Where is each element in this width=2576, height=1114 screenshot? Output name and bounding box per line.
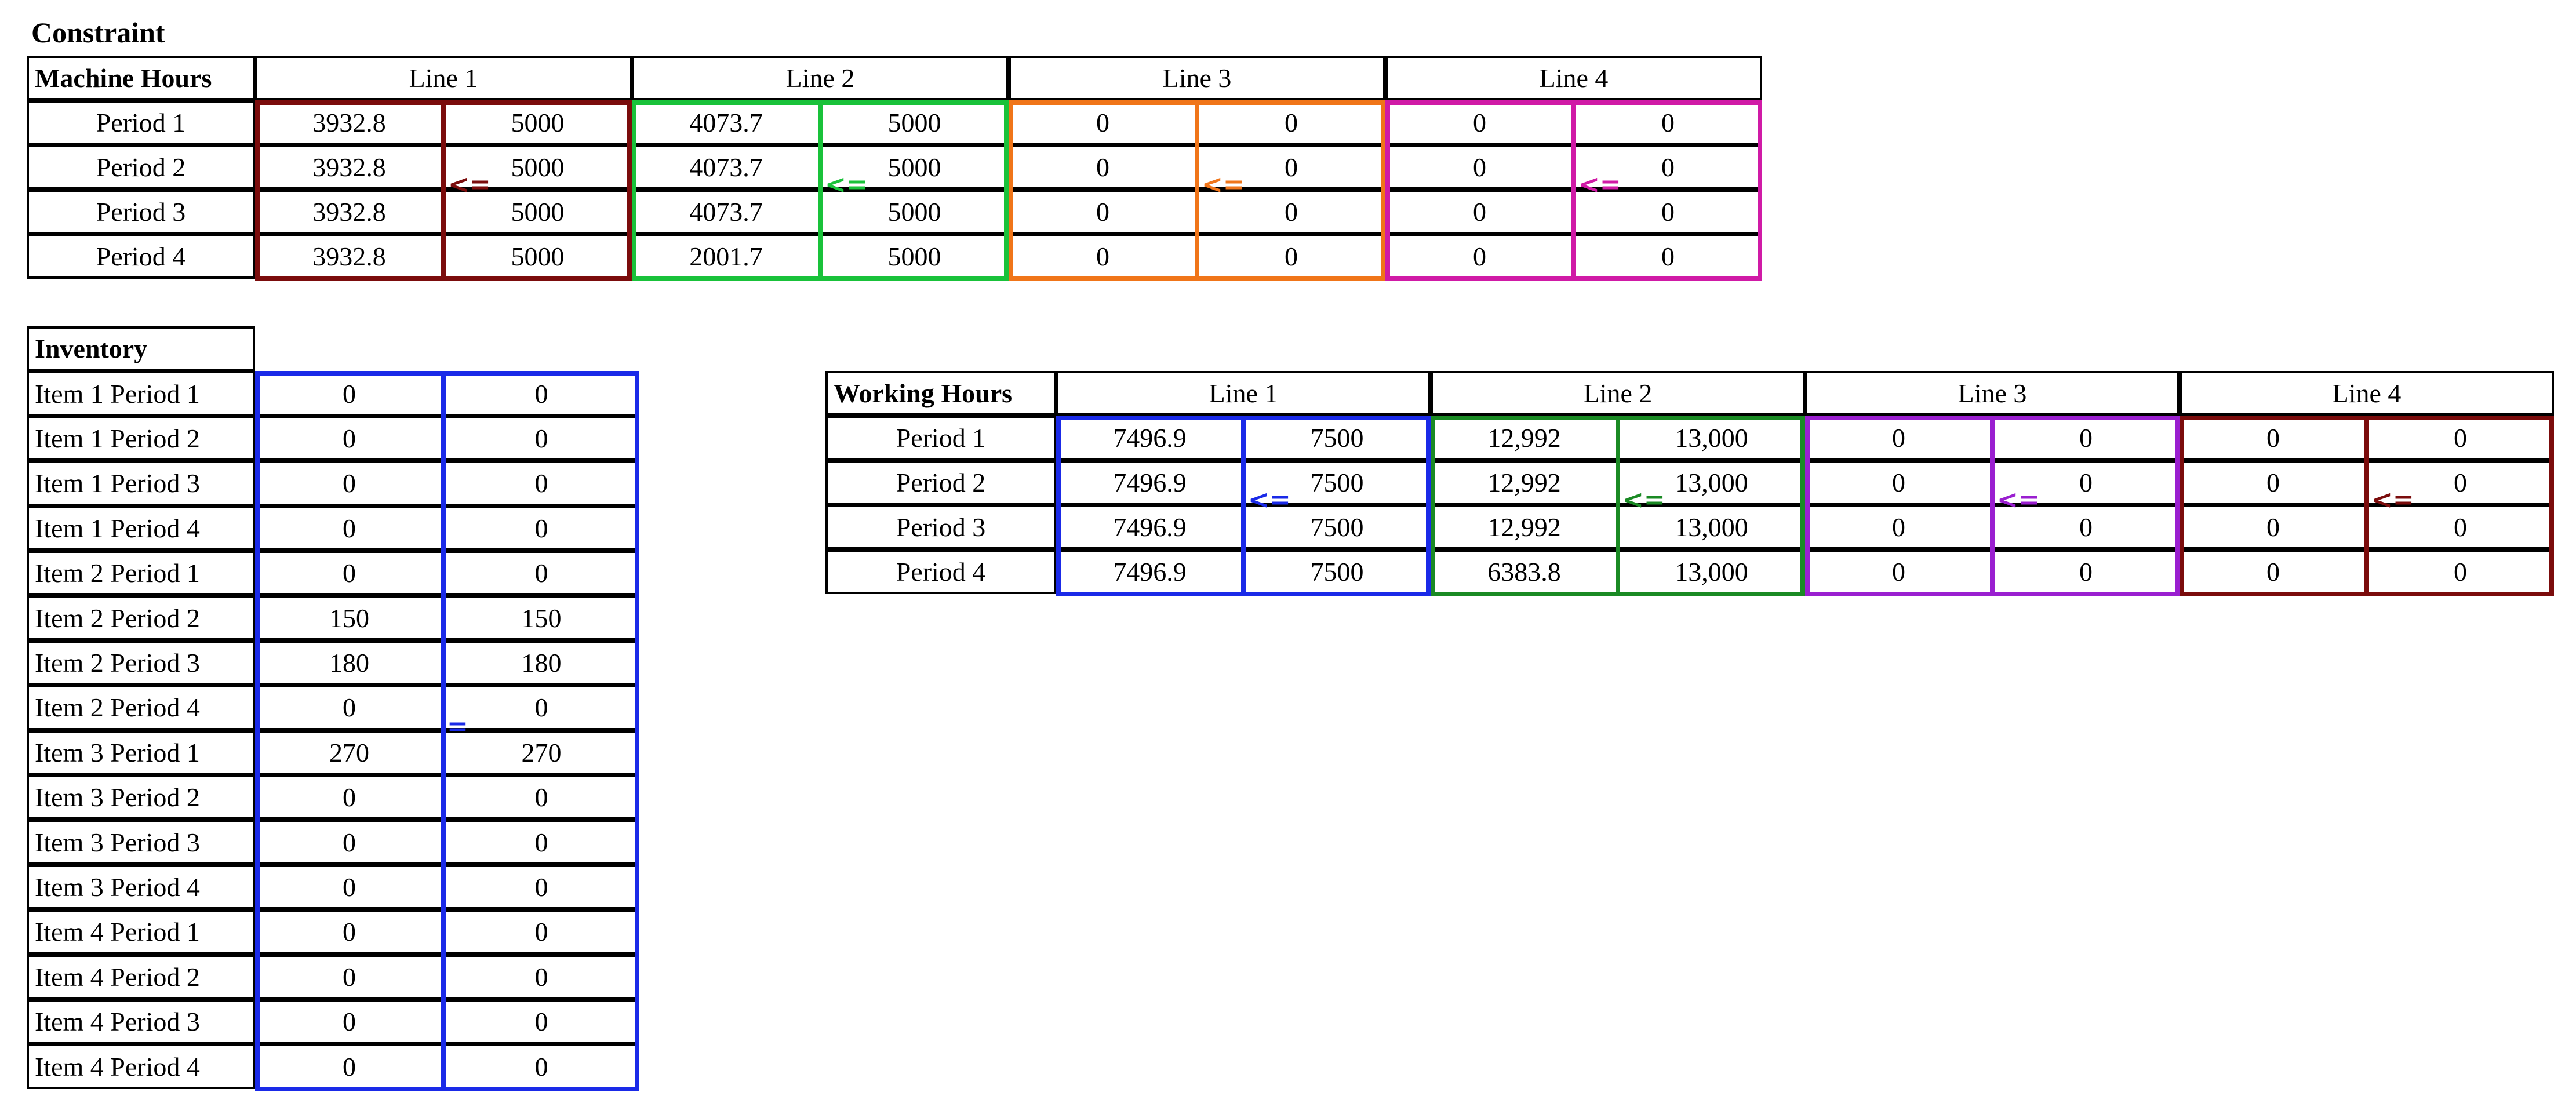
machine-value-cell: 5000 — [443, 145, 632, 190]
machine-value-cell: 5000 — [443, 234, 632, 279]
inventory-row-label: Item 2 Period 2 — [27, 595, 255, 640]
inventory-value-cell: 0 — [443, 999, 639, 1044]
machine-constraint-symbol: <= — [825, 170, 868, 199]
machine-constraint-symbol: <= — [448, 170, 491, 199]
machine-value-cell: 5000 — [443, 190, 632, 234]
machine-value-cell: 0 — [1574, 190, 1762, 234]
working-constraint-symbol: <= — [1997, 485, 2040, 515]
working-period-label: Period 2 — [825, 460, 1056, 505]
inventory-value-cell: 0 — [255, 865, 443, 909]
machine-value-cell: 5000 — [820, 190, 1009, 234]
working-period-label: Period 1 — [825, 416, 1056, 460]
inventory-value-cell: 0 — [443, 506, 639, 551]
working-value-cell: 7500 — [1243, 549, 1431, 594]
machine-value-cell: 0 — [1385, 145, 1574, 190]
machine-period-label: Period 4 — [27, 234, 255, 279]
machine-value-cell: 0 — [1385, 100, 1574, 145]
working-value-cell: 7496.9 — [1056, 416, 1243, 460]
machine-constraint-symbol: <= — [1578, 170, 1621, 199]
machine-value-cell: 4073.7 — [632, 100, 820, 145]
working-value-cell: 0 — [2180, 505, 2367, 549]
inventory-value-cell: 0 — [255, 955, 443, 999]
working-constraint-symbol: <= — [1622, 485, 1665, 515]
working-header-label: Working Hours — [825, 371, 1056, 416]
working-value-cell: 7496.9 — [1056, 505, 1243, 549]
machine-value-cell: 0 — [1009, 145, 1197, 190]
machine-line-header: Line 3 — [1009, 56, 1385, 100]
working-value-cell: 0 — [1992, 460, 2180, 505]
inventory-value-cell: 0 — [255, 506, 443, 551]
machine-value-cell: 4073.7 — [632, 190, 820, 234]
machine-line-header: Line 1 — [255, 56, 632, 100]
inventory-row-label: Item 2 Period 1 — [27, 551, 255, 595]
machine-value-cell: 3932.8 — [255, 234, 443, 279]
inventory-row-label: Item 4 Period 3 — [27, 999, 255, 1044]
inventory-row-label: Item 3 Period 4 — [27, 865, 255, 909]
inventory-value-cell: 0 — [443, 416, 639, 461]
working-value-cell: 12,992 — [1431, 505, 1618, 549]
working-value-cell: 0 — [2180, 416, 2367, 460]
inventory-value-cell: 0 — [443, 551, 639, 595]
machine-value-cell: 0 — [1197, 234, 1385, 279]
working-value-cell: 7500 — [1243, 460, 1431, 505]
inventory-row-label: Item 3 Period 3 — [27, 820, 255, 864]
machine-value-cell: 0 — [1385, 190, 1574, 234]
machine-value-cell: 4073.7 — [632, 145, 820, 190]
inventory-value-cell: 0 — [443, 865, 639, 909]
machine-value-cell: 0 — [1197, 190, 1385, 234]
working-line-header: Line 2 — [1431, 371, 1805, 416]
inventory-value-cell: 0 — [443, 685, 639, 730]
inventory-title: Inventory — [27, 326, 255, 371]
working-value-cell: 12,992 — [1431, 460, 1618, 505]
inventory-value-cell: 0 — [443, 820, 639, 864]
inventory-row-label: Item 1 Period 2 — [27, 416, 255, 461]
working-value-cell: 0 — [2180, 460, 2367, 505]
machine-value-cell: 0 — [1009, 234, 1197, 279]
machine-value-cell: 0 — [1385, 234, 1574, 279]
working-value-cell: 0 — [1992, 549, 2180, 594]
inventory-value-cell: 0 — [255, 551, 443, 595]
inventory-row-label: Item 4 Period 2 — [27, 955, 255, 999]
inventory-value-cell: 0 — [443, 461, 639, 505]
inventory-value-cell: 0 — [255, 685, 443, 730]
machine-period-label: Period 2 — [27, 145, 255, 190]
inventory-row-label: Item 1 Period 3 — [27, 461, 255, 505]
inventory-value-cell: 180 — [255, 640, 443, 685]
working-constraint-symbol: <= — [1248, 485, 1291, 515]
inventory-row-label: Item 3 Period 2 — [27, 775, 255, 820]
inventory-value-cell: 0 — [443, 371, 639, 416]
machine-value-cell: 3932.8 — [255, 145, 443, 190]
working-value-cell: 0 — [2367, 416, 2554, 460]
machine-value-cell: 3932.8 — [255, 190, 443, 234]
inventory-row-label: Item 1 Period 4 — [27, 506, 255, 551]
inventory-value-cell: 0 — [255, 416, 443, 461]
working-period-label: Period 4 — [825, 549, 1056, 594]
machine-value-cell: 0 — [1009, 100, 1197, 145]
working-value-cell: 0 — [1805, 505, 1992, 549]
machine-line-header: Line 2 — [632, 56, 1009, 100]
machine-value-cell: 0 — [1574, 100, 1762, 145]
inventory-value-cell: 0 — [443, 775, 639, 820]
machine-header-label: Machine Hours — [27, 56, 255, 100]
inventory-value-cell: 270 — [443, 730, 639, 775]
machine-value-cell: 0 — [1574, 234, 1762, 279]
working-value-cell: 0 — [1805, 549, 1992, 594]
machine-value-cell: 5000 — [820, 100, 1009, 145]
inventory-row-label: Item 2 Period 3 — [27, 640, 255, 685]
inventory-value-cell: 0 — [255, 999, 443, 1044]
working-value-cell: 0 — [1805, 460, 1992, 505]
working-value-cell: 0 — [2367, 505, 2554, 549]
machine-period-label: Period 1 — [27, 100, 255, 145]
working-value-cell: 13,000 — [1618, 505, 1805, 549]
working-value-cell: 13,000 — [1618, 460, 1805, 505]
inventory-row-label: Item 4 Period 4 — [27, 1044, 255, 1088]
machine-value-cell: 0 — [1009, 190, 1197, 234]
working-value-cell: 13,000 — [1618, 416, 1805, 460]
machine-constraint-symbol: <= — [1202, 170, 1245, 199]
machine-period-label: Period 3 — [27, 190, 255, 234]
machine-value-cell: 5000 — [820, 145, 1009, 190]
working-constraint-symbol: <= — [2371, 485, 2414, 515]
inventory-value-cell: 0 — [255, 1044, 443, 1088]
inventory-value-cell: 0 — [255, 461, 443, 505]
machine-value-cell: 0 — [1197, 145, 1385, 190]
working-line-header: Line 1 — [1056, 371, 1431, 416]
inventory-value-cell: 180 — [443, 640, 639, 685]
working-value-cell: 0 — [1805, 416, 1992, 460]
working-value-cell: 7500 — [1243, 416, 1431, 460]
inventory-value-cell: 0 — [255, 371, 443, 416]
inventory-value-cell: 270 — [255, 730, 443, 775]
working-value-cell: 12,992 — [1431, 416, 1618, 460]
inventory-constraint-symbol: = — [447, 711, 468, 741]
working-line-header: Line 3 — [1805, 371, 2180, 416]
inventory-value-cell: 150 — [443, 595, 639, 640]
machine-value-cell: 3932.8 — [255, 100, 443, 145]
inventory-value-cell: 0 — [255, 775, 443, 820]
inventory-value-cell: 150 — [255, 595, 443, 640]
machine-value-cell: 5000 — [820, 234, 1009, 279]
constraint-title: Constraint — [31, 16, 165, 49]
inventory-value-cell: 0 — [443, 1044, 639, 1088]
inventory-row-label: Item 2 Period 4 — [27, 685, 255, 730]
working-line-header: Line 4 — [2180, 371, 2554, 416]
inventory-value-cell: 0 — [443, 909, 639, 954]
machine-value-cell: 0 — [1197, 100, 1385, 145]
working-value-cell: 0 — [2367, 460, 2554, 505]
working-value-cell: 7496.9 — [1056, 549, 1243, 594]
working-value-cell: 0 — [1992, 416, 2180, 460]
working-value-cell: 0 — [2180, 549, 2367, 594]
machine-value-cell: 5000 — [443, 100, 632, 145]
working-value-cell: 7496.9 — [1056, 460, 1243, 505]
inventory-row-label: Item 1 Period 1 — [27, 371, 255, 416]
machine-value-cell: 2001.7 — [632, 234, 820, 279]
inventory-row-label: Item 4 Period 1 — [27, 909, 255, 954]
inventory-row-label: Item 3 Period 1 — [27, 730, 255, 775]
working-value-cell: 0 — [2367, 549, 2554, 594]
inventory-value-cell: 0 — [255, 820, 443, 864]
working-period-label: Period 3 — [825, 505, 1056, 549]
machine-line-header: Line 4 — [1385, 56, 1762, 100]
inventory-value-cell: 0 — [255, 909, 443, 954]
working-value-cell: 0 — [1992, 505, 2180, 549]
working-value-cell: 7500 — [1243, 505, 1431, 549]
working-value-cell: 13,000 — [1618, 549, 1805, 594]
working-value-cell: 6383.8 — [1431, 549, 1618, 594]
inventory-value-cell: 0 — [443, 955, 639, 999]
machine-value-cell: 0 — [1574, 145, 1762, 190]
